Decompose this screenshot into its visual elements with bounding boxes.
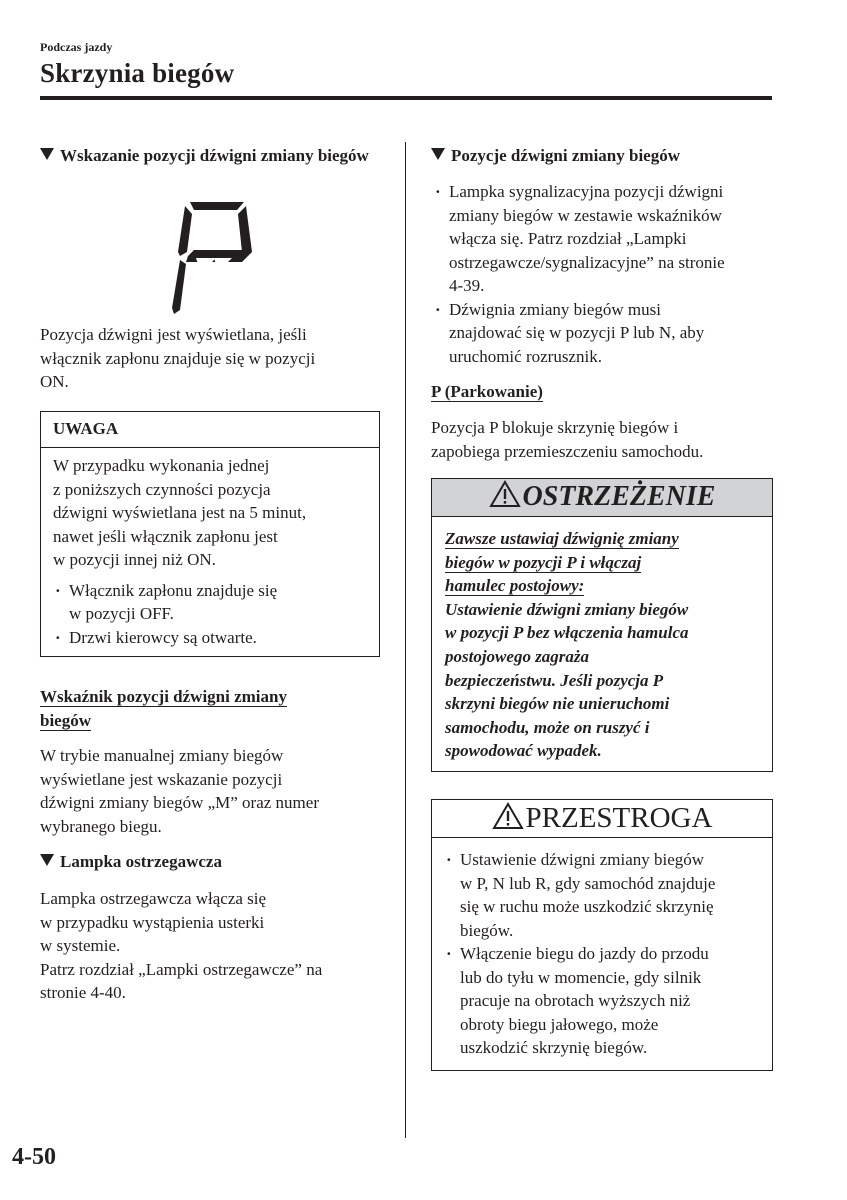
- text-line: biegów.: [460, 920, 514, 940]
- lamp-heading: [40, 850, 222, 874]
- text-line: W trybie manualnej zmiany biegów: [40, 746, 284, 765]
- text-line: się w ruchu może uszkodzić skrzynię: [460, 897, 714, 916]
- text-line: bezpieczeństwu. Jeśli pozycja P: [445, 670, 664, 690]
- warning-triangle-icon: [489, 480, 521, 508]
- text-line: skrzyni biegów nie unieruchomi: [445, 694, 670, 714]
- header-rule: [40, 96, 772, 100]
- column-divider: [405, 142, 406, 1138]
- text-line: Pozycja P blokuje skrzynię biegów i: [431, 418, 679, 437]
- warning-header: [432, 479, 772, 517]
- positions-bullets: [433, 180, 773, 368]
- park-text: [431, 416, 776, 463]
- park-heading-text: P (Parkowanie): [431, 382, 543, 401]
- text-line: zapobiega przemieszczeniu samochodu.: [431, 441, 704, 461]
- notice-title: UWAGA: [41, 412, 379, 448]
- warning-title: OSTRZEŻENIE: [522, 481, 716, 512]
- lamp-heading-text: Lampka ostrzegawcza: [60, 852, 222, 871]
- text-line: W przypadku wykonania jednej: [53, 456, 270, 475]
- text-line: stronie 4-40.: [40, 983, 126, 1002]
- text-line: · Lampka sygnalizacyjna pozycji dźwigni: [449, 182, 724, 201]
- section-label: Podczas jazdy: [40, 40, 113, 54]
- triangle-bullet-icon: [431, 148, 445, 160]
- text-line: ON.: [40, 372, 69, 391]
- text-line: zmiany biegów w zestawie wskaźników: [449, 205, 722, 225]
- text-line: Patrz rozdział „Lampki ostrzegawcze” na: [40, 959, 323, 979]
- text-line: dźwigni wyświetlana jest na 5 minut,: [53, 503, 307, 522]
- text-line: · Dźwignia zmiany biegów musi: [449, 299, 661, 319]
- text-line: lub do tyłu w momencie, gdy silnik: [460, 967, 702, 987]
- text-line: 4-39.: [449, 276, 485, 295]
- list-item: [53, 579, 379, 626]
- text-line: · Włącznik zapłonu znajduje się: [69, 580, 278, 600]
- list-item: [433, 180, 773, 298]
- caution-triangle-icon: [492, 802, 524, 830]
- gear-position-display-icon: [168, 198, 258, 316]
- text-line: hamulec postojowy:: [445, 576, 585, 596]
- park-heading: [431, 380, 543, 404]
- text-line: włącza się. Patrz rozdział „Lampki: [449, 229, 687, 248]
- list-item: [53, 626, 379, 650]
- list-item: [433, 298, 773, 369]
- text-line: uszkodzić skrzynię biegów.: [460, 1038, 648, 1057]
- text-line: z poniższych czynności pozycja: [53, 479, 271, 499]
- text-line: włącznik zapłonu znajduje się w pozycji: [40, 348, 316, 368]
- text-line: Lampka ostrzegawcza włącza się: [40, 889, 267, 908]
- caution-title: PRZESTROGA: [525, 802, 713, 834]
- page-number: 4-50: [12, 1144, 56, 1170]
- text-line: samochodu, może on ruszyć i: [445, 717, 650, 737]
- triangle-bullet-icon: [40, 148, 54, 160]
- text-line: w systemie.: [40, 936, 121, 955]
- text-line: · Ustawienie dźwigni zmiany biegów: [460, 850, 705, 869]
- shift-indicator-text: [40, 744, 390, 838]
- notice-box: [40, 411, 380, 657]
- text-line: Zawsze ustawiaj dźwignię zmiany: [445, 529, 679, 548]
- heading-line: Wskaźnik pozycji dźwigni zmiany: [40, 687, 287, 706]
- text-line: Pozycja dźwigni jest wyświetlana, jeśli: [40, 325, 307, 344]
- text-line: ostrzegawcze/sygnalizacyjne” na stronie: [449, 252, 725, 272]
- text-line: znajdować się w pozycji P lub N, aby: [449, 323, 705, 342]
- notice-body: [41, 448, 379, 649]
- text-line: wyświetlane jest wskazanie pozycji: [40, 769, 283, 789]
- text-line: obroty biegu jałowego, może: [460, 1014, 659, 1034]
- warning-body: [432, 517, 772, 763]
- text-line: postojowego zagraża: [445, 646, 590, 666]
- indicator-intro: [40, 323, 390, 394]
- text-line: dźwigni zmiany biegów „M” oraz numer: [40, 793, 319, 812]
- text-line: nawet jeśli włącznik zapłonu jest: [53, 526, 278, 546]
- triangle-bullet-icon: [40, 854, 54, 866]
- lamp-text: [40, 887, 390, 1005]
- caution-bullets: [432, 838, 772, 1060]
- text-line: w pozycji P bez włączenia hamulca: [445, 623, 689, 643]
- text-line: pracuje na obrotach wyższych niż: [460, 991, 691, 1010]
- text-line: Ustawienie dźwigni zmiany biegów: [445, 599, 689, 619]
- indicator-heading-text: Wskazanie pozycji dźwigni zmiany biegów: [60, 146, 369, 165]
- text-line: w przypadku wystąpienia usterki: [40, 912, 265, 932]
- positions-heading-text: Pozycje dźwigni zmiany biegów: [451, 146, 680, 165]
- indicator-heading: [40, 144, 385, 168]
- positions-heading: [431, 144, 680, 168]
- list-item: [444, 942, 764, 1060]
- text-line: w pozycji innej niż ON.: [53, 550, 216, 569]
- page-title: Skrzynia biegów: [40, 58, 235, 88]
- text-line: · Włączenie biegu do jazdy do przodu: [460, 944, 709, 963]
- notice-bullets: [53, 579, 379, 650]
- heading-line: biegów: [40, 711, 91, 730]
- text-line: w P, N lub R, gdy samochód znajduje: [460, 873, 716, 893]
- caution-box: [431, 799, 773, 1071]
- text-line: biegów w pozycji P i włączaj: [445, 552, 642, 572]
- list-item: [444, 848, 764, 942]
- shift-indicator-heading: [40, 685, 287, 733]
- caution-header: [432, 800, 772, 838]
- text-line: w pozycji OFF.: [69, 604, 174, 623]
- warning-box: [431, 478, 773, 772]
- text-line: uruchomić rozrusznik.: [449, 346, 602, 366]
- text-line: wybranego biegu.: [40, 816, 162, 836]
- text-line: · Drzwi kierowcy są otwarte.: [69, 627, 257, 647]
- text-line: spowodować wypadek.: [445, 741, 602, 761]
